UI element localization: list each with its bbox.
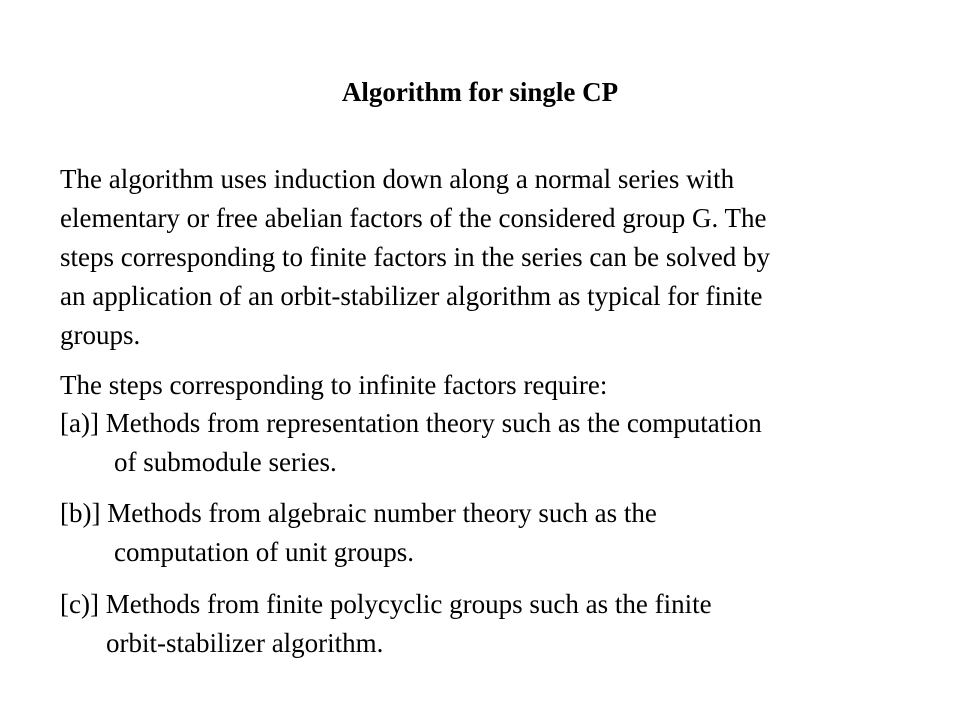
list-item-continuation: of submodule series. bbox=[114, 447, 337, 477]
paragraph-line: an application of an orbit-stabilizer algorithm as typical for finite bbox=[60, 281, 763, 311]
list-item-continuation: orbit-stabilizer algorithm. bbox=[106, 628, 384, 658]
list-item-b bbox=[60, 494, 920, 572]
intro-paragraph bbox=[60, 160, 920, 355]
list-item-a bbox=[60, 404, 920, 482]
paragraph-line: steps corresponding to finite factors in the series can be solved by bbox=[60, 242, 771, 272]
list-item-line: [b)] Methods from algebraic number theory such as the bbox=[60, 498, 657, 528]
slide-title: Algorithm for single CP bbox=[341, 77, 619, 107]
list-item-continuation: computation of unit groups. bbox=[114, 537, 414, 567]
list-item-line: [c)] Methods from finite polycyclic groups such as the finite bbox=[60, 589, 712, 619]
paragraph-line: groups. bbox=[60, 320, 141, 350]
paragraph-line: elementary or free abelian factors of the considered group G. The bbox=[60, 203, 767, 233]
paragraph-line: The algorithm uses induction down along a normal series with bbox=[60, 164, 735, 194]
requires-intro: The steps corresponding to infinite factors require: bbox=[60, 370, 608, 400]
list-item-c bbox=[60, 585, 920, 663]
list-item-line: [a)] Methods from representation theory such as the computation bbox=[60, 408, 762, 438]
